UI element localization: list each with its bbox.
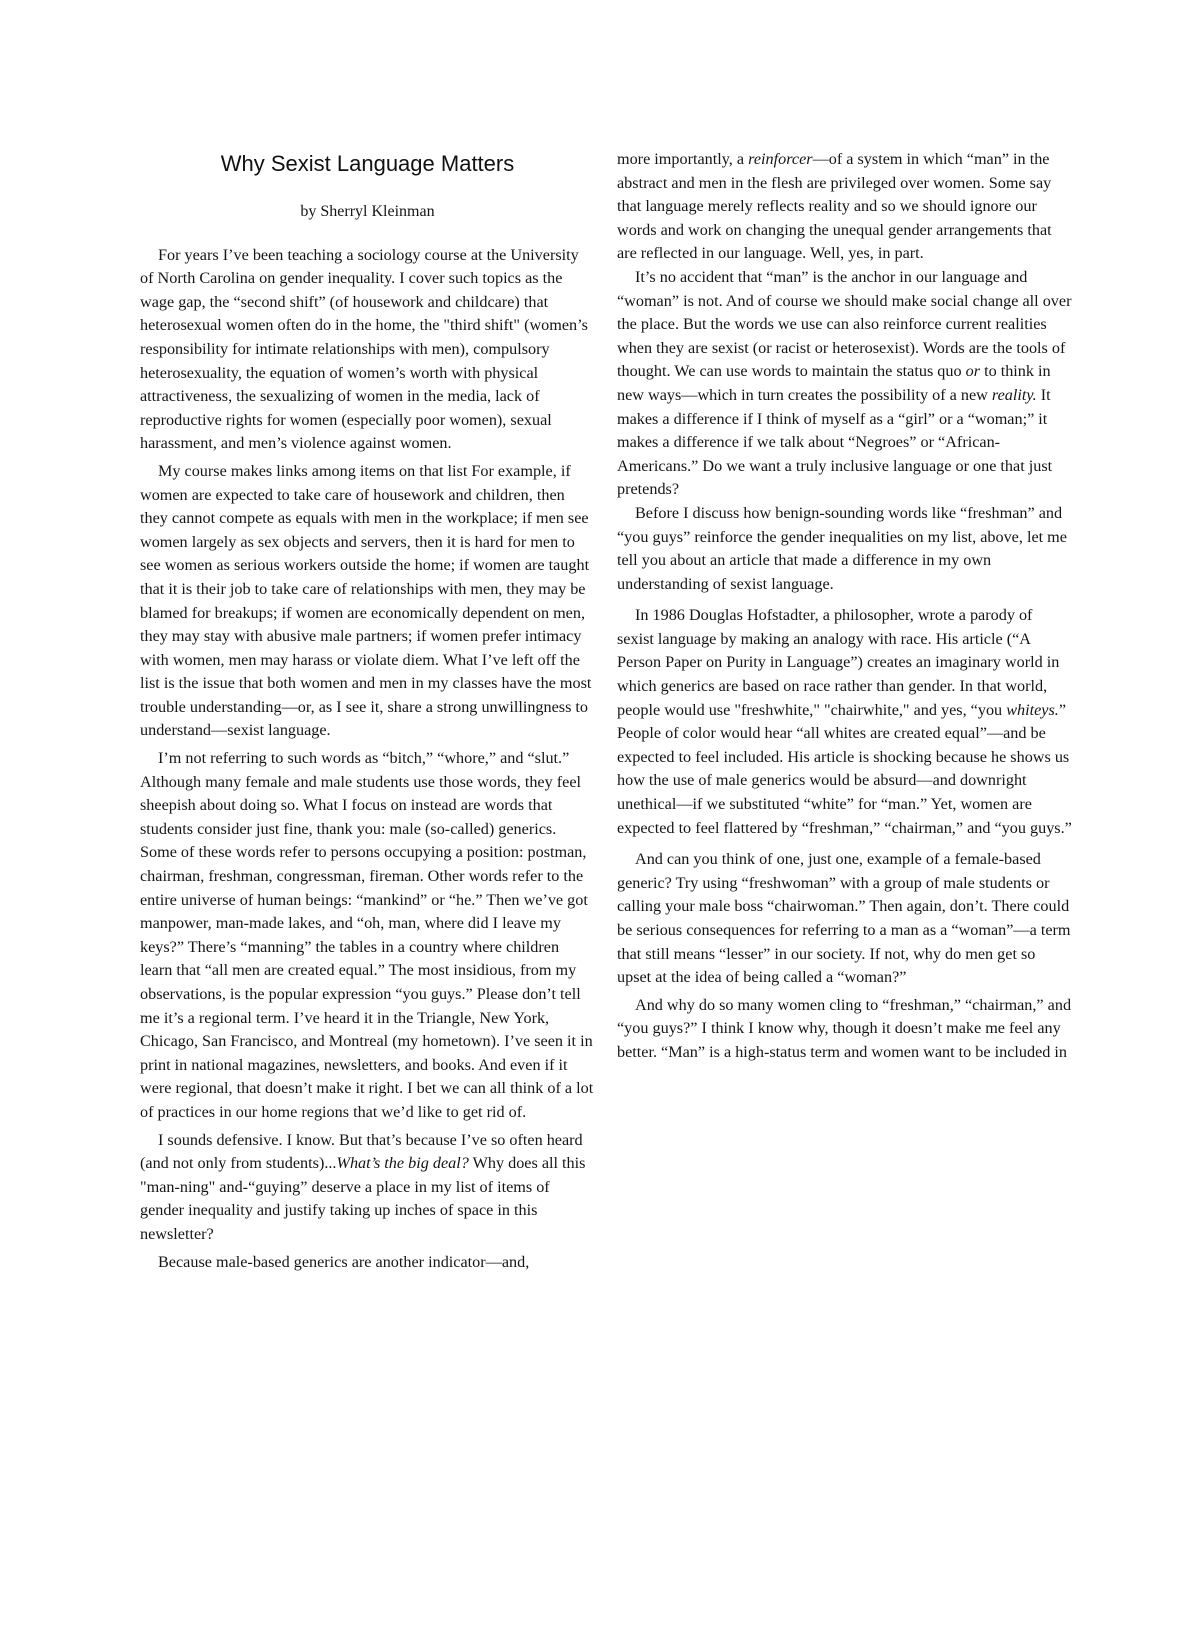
text-run: It’s no accident that “man” is the anchor in our language and “woman” is not. And of course we should make social change all over the place. But the words we use can also reinforce current realities when they are sexist (or racist or heterosexist). Words are the tools of thought. We can use words to maintain the status quo <box>617 267 1072 381</box>
paragraph: Because male-based generics are another indicator—and, <box>158 1252 530 1271</box>
paragraph: Before I discuss how benign-sounding words like “freshman” and “you guys” reinforce the gender inequalities on my list, above, let me tell you about an article that made a difference in my own understanding of sexist language. <box>617 503 1067 593</box>
right-column <box>617 148 1072 1065</box>
left-column <box>140 148 595 1274</box>
text-run: —of a system in which “man” in the abstract and men in the flesh are privileged over women. Some say that language merely reflects reality and so we should ignore our words and work on changing the unequal gender arrangements that are reflected in our language. Well, yes, in part. <box>617 150 1052 263</box>
text-run: ” People of color would hear “all whites are created equal”—and be expected to feel included. His article is shocking because he shows us how the use of male generics would be absurd—and downright unethical—if we substituted “white” for “man.” Yet, women are expected to feel flattered by “freshman,” “chairman,” and “you guys.” <box>617 700 1072 837</box>
text-run: to think in new ways—which in turn creates the possibility of a new <box>617 362 1051 404</box>
italic-text: or <box>965 362 981 381</box>
italic-text: reality. <box>991 385 1037 404</box>
text-run: Why does all this "man-ning" and-“guying” deserve a place in my list of items of gender inequality and justify taking up inches of space in this newsletter? <box>140 1154 586 1243</box>
paragraph: For years I’ve been teaching a sociology course at the University of North Carolina on gender inequality. I cover such topics as the wage gap, the “second shift” (of housework and childcare) that heterosexual women often do in the home, the "third shift" (women’s responsibility for intimate relationships with men), compulsory heterosexuality, the equation of women’s worth with physical attractiveness, the sexualizing of women in the media, lack of reproductive rights for women (especially poor women), sexual harassment, and men’s violence against women. <box>140 245 588 453</box>
paragraph: My course makes links among items on that list For example, if women are expected to take care of housework and children, then they cannot compete as equals with men in the workplace; if men see women largely as sex objects and servers, then it is hard for men to see women as serious workers outside the home; if women are taught that it is their job to take care of relationships with men, they may be blamed for breakups; if women are economically dependent on men, they may stay with abusive male partners; if women prefer intimacy with women, men may harass or violate diem. What I’ve left off the list is the issue that both women and men in my classes have the most trouble understanding—or, as I see it, share a strong unwillingness to understand—sexist language. <box>140 461 592 740</box>
article-title: Why Sexist Language Matters <box>220 151 515 176</box>
text-run: It makes a difference if I think of myself as a “girl” or a “woman;” it makes a difference if we talk about “Negroes” or “African-Americans.” Do we want a truly inclusive language or one that just pretends? <box>617 385 1053 499</box>
paragraph <box>617 148 1072 266</box>
article-byline: by Sherryl Kleinman <box>300 203 435 220</box>
paragraph <box>617 604 1072 840</box>
italic-text: What’s the big deal? <box>336 1154 469 1173</box>
text-run: more importantly, a <box>617 150 749 168</box>
paragraph: And why do so many women cling to “freshman,” “chairman,” and “you guys?” I think I know why, though it doesn’t make me feel any better. “Man” is a high-status term and women want to be included in <box>617 995 1072 1061</box>
italic-text: reinforcer <box>748 150 813 168</box>
paragraph: And can you think of one, just one, example of a female-based generic? Try using “freshwoman” with a group of male students or calling your male boss “chairwoman.” Then again, don’t. There could be serious consequences for referring to a man as a “woman”—a term that still means “lesser” in our society. If not, why do men get so upset at the idea of being called a “woman?” <box>617 850 1071 987</box>
paragraph <box>140 1129 595 1247</box>
text-run: In 1986 Douglas Hofstadter, a philosopher, wrote a parody of sexist language by making an analogy with race. His article (“A Person Paper on Purity in Language”) creates an imaginary world in which generics are based on race rather than gender. In that world, people would use "freshwhite," "chairwhite," and yes, “you <box>617 606 1060 719</box>
italic-text: whiteys. <box>1006 700 1059 719</box>
paragraph <box>617 266 1072 502</box>
paragraph: I’m not referring to such words as “bitch,” “whore,” and “slut.” Although many female and male students use those words, they feel sheepish about doing so. What I focus on instead are words that students consider just fine, thank you: male (so-called) generics. Some of these words refer to persons occupying a position: postman, chairman, freshman, congressman, fireman. Other words refer to the entire universe of human beings: “mankind” or “he.” Then we’ve got manpower, man-made lakes, and “oh, man, where did I leave my keys?” There’s “manning” the tables in a country where children learn that “all men are created equal.” The most insidious, from my observations, is the popular expression “you guys.” Please don’t tell me it’s a regional term. I’ve heard it in the Triangle, New York, Chicago, San Francisco, and Montreal (my hometown). I’ve seen it in print in national magazines, newsletters, and books. And even if it were regional, that doesn’t make it right. I bet we can all think of a lot of practices in our home regions that we’d like to get rid of. <box>140 749 594 1121</box>
text-run: I sounds defensive. I know. But that’s because I’ve so often heard (and not only from students)... <box>140 1130 583 1173</box>
